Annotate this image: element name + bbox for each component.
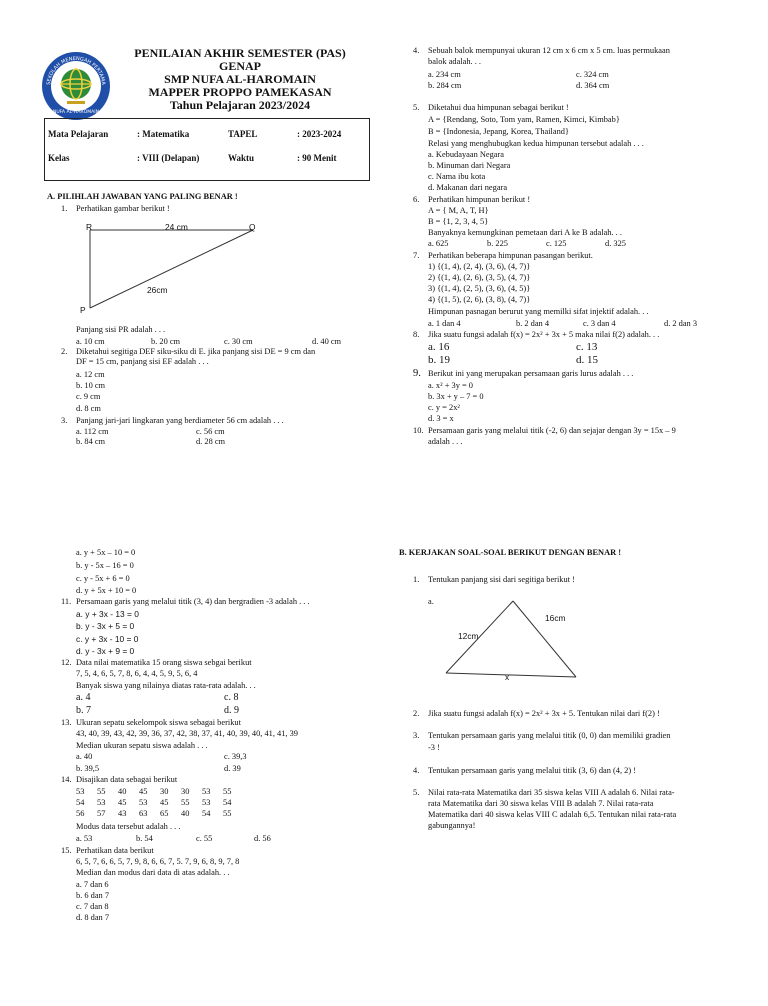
q14-data-cell: 53 bbox=[202, 798, 211, 807]
q9-number: 9. bbox=[413, 368, 421, 379]
q13-text: Ukuran sepatu sekelompok siswa sebagai berikut bbox=[76, 718, 241, 727]
q2-option-b[interactable]: b. 10 cm bbox=[76, 381, 106, 390]
q7-set-3: 3) {(1, 4), (2, 5), (3, 6), (4, 5)} bbox=[428, 284, 531, 293]
b-q3-number: 3. bbox=[413, 731, 420, 740]
q14-data-cell: 54 bbox=[223, 798, 232, 807]
q14-data-cell: 57 bbox=[97, 809, 106, 818]
q2-number: 2. bbox=[61, 347, 68, 356]
q5-option-a[interactable]: a. Kebudayaan Negara bbox=[428, 150, 505, 159]
q13-ask: Median ukuran sepatu siswa adalah . . . bbox=[76, 741, 208, 750]
label-24cm: 24 cm bbox=[165, 222, 188, 232]
q13-option-b[interactable]: b. 39,5 bbox=[76, 764, 100, 773]
school-logo bbox=[40, 50, 112, 122]
q1-triangle-figure bbox=[78, 218, 268, 318]
q12-text: Data nilai matematika 15 orang siswa sebgai berikut bbox=[76, 658, 252, 667]
q5-ask: Relasi yang menghubugkan kedua himpunan tersebut adalah . . . bbox=[428, 139, 644, 148]
q13-data: 43, 40, 39, 43, 42, 39, 36, 37, 42, 38, 37, 41, 40, 39, 40, 41, 41, 39 bbox=[76, 729, 298, 738]
q2-text-1: Diketahui segitiga DEF siku-siku di E. jika panjang sisi DE = 9 cm dan bbox=[76, 347, 316, 356]
q5-number: 5. bbox=[413, 103, 420, 112]
vertex-p: P bbox=[80, 305, 86, 315]
q10-text-2: adalah . . . bbox=[428, 437, 463, 446]
q2-option-a[interactable]: a. 12 cm bbox=[76, 370, 105, 379]
q13-option-c[interactable]: c. 39,3 bbox=[224, 752, 247, 761]
q7-option-d[interactable]: d. 2 dan 3 bbox=[664, 319, 698, 328]
b-q2-number: 2. bbox=[413, 709, 420, 718]
q6-set-a: A = { M, A, T, H} bbox=[428, 206, 489, 215]
q9-option-d[interactable]: d. 3 = x bbox=[428, 414, 454, 423]
q8-option-b[interactable]: b. 19 bbox=[428, 354, 450, 366]
q11-option-d[interactable]: d. y - 3x + 9 = 0 bbox=[76, 646, 135, 656]
q10-option-c[interactable]: c. y - 5x + 6 = 0 bbox=[76, 574, 130, 583]
q4-number: 4. bbox=[413, 46, 420, 55]
subject-value: : Matematika bbox=[137, 129, 190, 139]
q6-ask: Banyaknya kemungkinan pemetaan dari A ke B adalah. . . bbox=[428, 228, 622, 237]
q14-data-cell: 53 bbox=[139, 798, 148, 807]
q3-option-d[interactable]: d. 28 cm bbox=[196, 437, 226, 446]
q14-data-cell: 56 bbox=[76, 809, 85, 818]
q4-option-b[interactable]: b. 284 cm bbox=[428, 81, 462, 90]
b-q5-line-3: Matematika dari 40 siswa kelas VIII C adalah 6,5. Tentukan nilai rata-rata bbox=[428, 810, 677, 819]
q15-ask: Median dan modus dari data di atas adalah. . . bbox=[76, 868, 230, 877]
label-26cm: 26cm bbox=[147, 285, 168, 295]
section-b-title: B. KERJAKAN SOAL-SOAL BERIKUT DENGAN BENAR ! bbox=[399, 548, 622, 557]
q3-text: Panjang jari-jari lingkaran yang berdiameter 56 cm adalah . . . bbox=[76, 416, 284, 425]
q5-option-b[interactable]: b. Minuman dari Negara bbox=[428, 161, 511, 170]
b-q4-number: 4. bbox=[413, 766, 420, 775]
school-name: SMP NUFA AL-HAROMAIN bbox=[164, 72, 316, 86]
q14-text: Disajikan data sebagai berikut bbox=[76, 775, 178, 784]
q7-set-2: 2) {(1, 4), (2, 6), (3, 5), (4, 7)} bbox=[428, 273, 531, 282]
exam-title: PENILAIAN AKHIR SEMESTER (PAS) GENAP bbox=[134, 46, 346, 73]
q4-option-d[interactable]: d. 364 cm bbox=[576, 81, 610, 90]
q4-text-1: Sebuah balok mempunyai ukuran 12 cm x 6 cm x 5 cm. luas permukaan bbox=[428, 46, 670, 55]
q14-data-cell: 30 bbox=[181, 787, 190, 796]
q14-data-cell: 30 bbox=[160, 787, 169, 796]
b-q1-number: 1. bbox=[413, 575, 420, 584]
q2-option-d[interactable]: d. 8 cm bbox=[76, 404, 101, 413]
q14-option-a[interactable]: a. 53 bbox=[76, 834, 93, 843]
b-q4-text: Tentukan persamaan garis yang melalui titik (3, 6) dan (4, 2) ! bbox=[428, 766, 637, 775]
vertex-q: Q bbox=[249, 222, 256, 232]
q15-option-c[interactable]: c. 7 dan 8 bbox=[76, 902, 109, 911]
q3-option-c[interactable]: c. 56 cm bbox=[196, 427, 225, 436]
q8-text: Jika suatu fungsi adalah f(x) = 2x² + 3x + 5 maka nilai f(2) adalah. . . bbox=[428, 330, 660, 339]
q14-data-cell: 45 bbox=[118, 798, 127, 807]
q14-data-cell: 55 bbox=[223, 787, 232, 796]
b-label-12cm: 12cm bbox=[458, 631, 479, 641]
q15-text: Perhatikan data berikut bbox=[76, 846, 154, 855]
q13-option-a[interactable]: a. 40 bbox=[76, 752, 93, 761]
q3-number: 3. bbox=[61, 416, 68, 425]
q14-data-cell: 54 bbox=[202, 809, 211, 818]
q14-data-cell: 53 bbox=[97, 798, 106, 807]
q12-ask: Banyak siswa yang nilainya diatas rata-rata adalah. . . bbox=[76, 681, 256, 690]
q11-number: 11. bbox=[61, 597, 72, 606]
q9-option-c[interactable]: c. y = 2x² bbox=[428, 403, 460, 412]
b-q5-line-2: rata Matematika dari 30 siswa kelas VIII B adalah 7. Nilai rata-rata bbox=[428, 799, 654, 808]
q7-number: 7. bbox=[413, 251, 420, 260]
subject-label: Mata Pelajaran bbox=[48, 129, 109, 139]
tapel-value: : 2023-2024 bbox=[297, 129, 342, 139]
q4-text-2: balok adalah. . . bbox=[428, 57, 482, 66]
q14-ask: Modus data tersebut adalah . . . bbox=[76, 822, 181, 831]
q5-option-c[interactable]: c. Nama ibu kota bbox=[428, 172, 486, 181]
class-value: : VIII (Delapan) bbox=[137, 153, 200, 163]
q14-data-cell: 54 bbox=[76, 798, 85, 807]
q8-option-a[interactable]: a. 16 bbox=[428, 341, 450, 353]
q14-data-cell: 40 bbox=[118, 787, 127, 796]
q6-option-d[interactable]: d. 325 bbox=[605, 239, 626, 248]
svg-text:NUFA AL-HAROMAIN: NUFA AL-HAROMAIN bbox=[52, 110, 100, 115]
q9-option-b[interactable]: b. 3x + y – 7 = 0 bbox=[428, 392, 484, 401]
q12-option-d[interactable]: d. 9 bbox=[224, 705, 239, 716]
q10-number: 10. bbox=[413, 426, 424, 435]
class-label: Kelas bbox=[48, 153, 70, 163]
q14-option-c[interactable]: c. 55 bbox=[196, 834, 213, 843]
q4-option-a[interactable]: a. 234 cm bbox=[428, 70, 461, 79]
q14-data-cell: 63 bbox=[139, 809, 148, 818]
q6-set-b: B = {1, 2, 3, 4, 5} bbox=[428, 217, 489, 226]
info-box bbox=[44, 118, 370, 182]
time-value: : 90 Menit bbox=[297, 153, 337, 163]
q12-option-a[interactable]: a. 4 bbox=[76, 692, 91, 703]
q5-text: Diketahui dua himpunan sebagai berikut ! bbox=[428, 103, 569, 112]
q7-option-b[interactable]: b. 2 dan 4 bbox=[516, 319, 550, 328]
b-q2-text: Jika suatu fungsi adalah f(x) = 2x² + 3x + 5. Tentukan nilai dari f(2) ! bbox=[428, 709, 660, 718]
q8-option-d[interactable]: d. 15 bbox=[576, 354, 598, 366]
q14-data-cell: 65 bbox=[160, 809, 169, 818]
q5-option-d[interactable]: d. Makanan dari negara bbox=[428, 183, 508, 192]
q1-option-a[interactable]: a. 10 cm bbox=[76, 337, 105, 346]
q3-option-b[interactable]: b. 84 cm bbox=[76, 437, 106, 446]
q15-option-b[interactable]: b. 6 dan 7 bbox=[76, 891, 110, 900]
q5-set-b: B = {Indonesia, Jepang, Korea, Thailand} bbox=[428, 127, 569, 136]
q2-text-2: DF = 15 cm, panjang sisi EF adalah . . . bbox=[76, 357, 209, 366]
b-q5-number: 5. bbox=[413, 788, 420, 797]
q14-data-cell: 45 bbox=[139, 787, 148, 796]
q8-option-c[interactable]: c. 13 bbox=[576, 341, 598, 353]
b-q5-line-4: gabungannya! bbox=[428, 821, 476, 830]
b-q3-text-2: -3 ! bbox=[428, 743, 440, 752]
q2-option-c[interactable]: c. 9 cm bbox=[76, 392, 101, 401]
q12-number: 12. bbox=[61, 658, 72, 667]
q14-data-cell: 55 bbox=[181, 798, 190, 807]
q8-number: 8. bbox=[413, 330, 420, 339]
b-q5-line-1: Nilai rata-rata Matematika dari 35 siswa kelas VIII A adalah 6. Nilai rata- bbox=[428, 788, 675, 797]
section-a-title: A. PILIHLAH JAWABAN YANG PALING BENAR ! bbox=[47, 192, 238, 201]
q13-number: 13. bbox=[61, 718, 72, 727]
q15-data: 6, 5, 7, 6, 6, 5, 7, 9, 8, 6, 6, 7, 5. 7, 9, 6, 8, 9, 7, 8 bbox=[76, 857, 240, 866]
q15-number: 15. bbox=[61, 846, 72, 855]
b-q3-text-1: Tentukan persamaan garis yang melalui titik (0, 0) dan memiliki gradien bbox=[428, 731, 671, 740]
q12-option-b[interactable]: b. 7 bbox=[76, 705, 91, 716]
q14-option-d[interactable]: d. 56 bbox=[254, 834, 271, 843]
q9-text: Berikut ini yang merupakan persamaan garis lurus adalah . . . bbox=[428, 369, 634, 378]
q14-data-cell: 45 bbox=[160, 798, 169, 807]
q5-set-a: A = {Rendang, Soto, Tom yam, Ramen, Kimci, Kimbab} bbox=[428, 115, 620, 124]
vertex-r: R bbox=[86, 222, 93, 232]
b-label-16cm: 16cm bbox=[545, 613, 566, 623]
b-q1-text: Tentukan panjang sisi dari segitiga berikut ! bbox=[428, 575, 575, 584]
q6-option-a[interactable]: a. 625 bbox=[428, 239, 449, 248]
q11-option-a[interactable]: a. y + 3x - 13 = 0 bbox=[76, 609, 139, 619]
q15-option-d[interactable]: d. 8 dan 7 bbox=[76, 913, 110, 922]
q14-number: 14. bbox=[61, 775, 72, 784]
q14-data-cell: 53 bbox=[202, 787, 211, 796]
q10-option-a[interactable]: a. y + 5x – 10 = 0 bbox=[76, 548, 136, 557]
q14-data-cell: 40 bbox=[181, 809, 190, 818]
q7-option-c[interactable]: c. 3 dan 4 bbox=[583, 319, 616, 328]
q7-set-4: 4) {(1, 5), (2, 6), (3, 8), (4, 7)} bbox=[428, 295, 531, 304]
b-q1-sub-a: a. bbox=[428, 597, 434, 606]
academic-year: Tahun Pelajaran 2023/2024 bbox=[169, 98, 311, 112]
q11-text: Persamaan garis yang melalui titik (3, 4) dan bergradien -3 adalah . . . bbox=[76, 597, 310, 606]
b-label-x: x bbox=[505, 672, 510, 682]
q15-option-a[interactable]: a. 7 dan 6 bbox=[76, 880, 109, 889]
q6-number: 6. bbox=[413, 195, 420, 204]
q11-option-c[interactable]: c. y + 3x - 10 = 0 bbox=[76, 634, 139, 644]
q13-option-d[interactable]: d. 39 bbox=[224, 764, 241, 773]
tapel-label: TAPEL bbox=[228, 129, 258, 139]
q1-ask: Panjang sisi PR adalah . . . bbox=[76, 325, 166, 334]
q12-data: 7, 5, 4, 6, 5, 7, 8, 6, 4, 4, 5, 9, 5, 6, 4 bbox=[76, 669, 198, 678]
q14-data-cell: 55 bbox=[223, 809, 232, 818]
q14-data-cell: 55 bbox=[97, 787, 106, 796]
q6-text: Perhatikan himpunan berikut ! bbox=[428, 195, 531, 204]
q7-text: Perhatikan beberapa himpunan pasangan berikut. bbox=[428, 251, 593, 260]
q1-option-d[interactable]: d. 40 cm bbox=[312, 337, 342, 346]
q1-option-c[interactable]: c. 30 cm bbox=[224, 337, 253, 346]
school-location: MAPPER PROPPO PAMEKASAN bbox=[148, 85, 332, 99]
q10-option-b[interactable]: b. y - 5x – 16 = 0 bbox=[76, 561, 134, 570]
q9-option-a[interactable]: a. x² + 3y = 0 bbox=[428, 381, 473, 390]
q10-text-1: Persamaan garis yang melalui titik (-2, 6) dan sejajar dengan 3y = 15x – 9 bbox=[428, 426, 676, 435]
q14-option-b[interactable]: b. 54 bbox=[136, 834, 153, 843]
q6-option-b[interactable]: b. 225 bbox=[487, 239, 508, 248]
q14-data-cell: 43 bbox=[118, 809, 127, 818]
q1-text: Perhatikan gambar berikut ! bbox=[76, 204, 170, 213]
q10-option-d[interactable]: d. y + 5x + 10 = 0 bbox=[76, 586, 137, 595]
q1-number: 1. bbox=[61, 204, 68, 213]
q4-option-c[interactable]: c. 324 cm bbox=[576, 70, 609, 79]
q7-set-1: 1) {(1, 4), (2, 4), (3, 6), (4, 7)} bbox=[428, 262, 531, 271]
side-pq bbox=[90, 230, 253, 308]
svg-text:SEKOLAH MENENGAH PERTAMA: SEKOLAH MENENGAH PERTAMA bbox=[45, 55, 107, 86]
q12-option-c[interactable]: c. 8 bbox=[224, 692, 239, 703]
q14-data-cell: 53 bbox=[76, 787, 85, 796]
time-label: Waktu bbox=[228, 153, 255, 163]
q11-option-b[interactable]: b. y - 3x + 5 = 0 bbox=[76, 621, 135, 631]
q3-option-a[interactable]: a. 112 cm bbox=[76, 427, 109, 436]
q1-option-b[interactable]: b. 20 cm bbox=[151, 337, 181, 346]
q6-option-c[interactable]: c. 125 bbox=[546, 239, 567, 248]
q7-ask: Himpunan pasnagan berurut yang memilki sifat injektif adalah. . . bbox=[428, 307, 649, 316]
q7-option-a[interactable]: a. 1 dan 4 bbox=[428, 319, 461, 328]
